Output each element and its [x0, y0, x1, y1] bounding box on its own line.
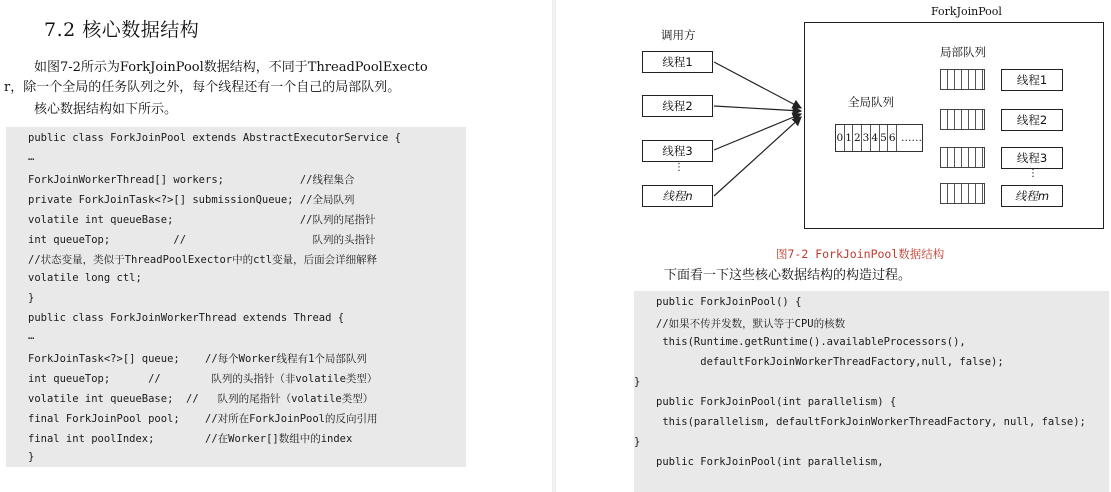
section-title: 7.2 核心数据结构 — [44, 19, 200, 41]
code-block-right — [634, 291, 1109, 492]
arrow-1 — [714, 62, 801, 108]
code-line: this(parallelism, defaultForkJoinWorkerThreadFactory, null, false); — [656, 416, 1086, 428]
worker-ellipsis: ⋮ — [1028, 168, 1038, 179]
code-line: defaultForkJoinWorkerThreadFactory,null, false); — [656, 356, 1004, 368]
caller-label: 调用方 — [661, 28, 696, 42]
code-line: } — [634, 376, 641, 388]
code-line: volatile long ctl; — [28, 272, 142, 284]
code-line: int queueTop; // 队列的头指针 — [28, 234, 376, 246]
queue-cell: 2 — [853, 125, 862, 151]
queue-cell: 1 — [845, 125, 854, 151]
left-page — [0, 0, 552, 492]
code-line: } — [28, 451, 35, 463]
code-line: } — [634, 436, 641, 448]
arrow-3 — [714, 114, 801, 150]
code-line: this(Runtime.getRuntime().availableProcessors(), — [656, 336, 966, 348]
code-line: volatile int queueBase; //队列的尾指针 — [28, 214, 376, 226]
local-queue-1 — [940, 69, 985, 90]
figure-caption: 图7-2 ForkJoinPool数据结构 — [776, 247, 945, 261]
code-line: //如果不传并发数，默认等于CPU的核数 — [656, 318, 846, 330]
code-line: public class ForkJoinWorkerThread extends Thread { — [28, 312, 345, 324]
code-line: } — [28, 292, 35, 304]
caller-thread-1: 线程1 — [642, 51, 713, 73]
queue-cell: …… — [901, 132, 923, 144]
local-queue-label: 局部队列 — [940, 45, 986, 59]
caller-thread-n: 线程n — [642, 185, 713, 207]
code-block-left — [6, 127, 466, 467]
code-line: public ForkJoinPool(int parallelism, — [656, 456, 884, 468]
local-queue-m — [940, 183, 985, 204]
arrow-2 — [714, 106, 801, 111]
code-line: private ForkJoinTask<?>[] submissionQueue; //全局队列 — [28, 194, 355, 206]
code-line: int queueTop; // 队列的头指针（非volatile类型） — [28, 373, 378, 385]
worker-thread-1: 线程1 — [1001, 69, 1063, 91]
body-paragraph-right: 下面看一下这些核心数据结构的构造过程。 — [664, 268, 912, 283]
code-line: ForkJoinTask<?>[] queue; //每个Worker线程有1个局部队列 — [28, 353, 367, 365]
code-line: final int poolIndex; //在Worker[]数组中的index — [28, 433, 353, 445]
code-line: … — [28, 330, 35, 342]
code-line: public ForkJoinPool() { — [656, 296, 802, 308]
body-paragraph-line-1: 如图7-2所示为ForkJoinPool数据结构，不同于ThreadPoolExecto — [34, 60, 428, 75]
queue-cell: 4 — [871, 125, 880, 151]
body-paragraph-line-2: r，除一个全局的任务队列之外，每个线程还有一个自己的局部队列。 — [4, 80, 401, 95]
queue-cell: 0 — [836, 125, 845, 151]
caller-thread-3: 线程3 — [642, 140, 713, 162]
queue-cell: 3 — [862, 125, 871, 151]
local-queue-2 — [940, 109, 985, 130]
code-line: public ForkJoinPool(int parallelism) { — [656, 396, 897, 408]
pool-title: ForkJoinPool — [931, 5, 1002, 18]
queue-cell: 5 — [880, 125, 889, 151]
global-queue-label: 全局队列 — [848, 95, 894, 109]
code-line: ForkJoinWorkerThread[] workers; //线程集合 — [28, 174, 355, 186]
body-paragraph-line-3: 核心数据结构如下所示。 — [34, 102, 178, 117]
code-line: final ForkJoinPool pool; //对所在ForkJoinPool的反向引用 — [28, 413, 378, 425]
code-line: //状态变量，类似于ThreadPoolExector中的ctl变量，后面会详细解释 — [28, 254, 378, 266]
right-page — [556, 0, 1111, 492]
code-line: … — [28, 151, 35, 163]
worker-thread-m: 线程m — [1001, 185, 1063, 207]
caller-ellipsis: ⋮ — [674, 162, 684, 173]
worker-thread-3: 线程3 — [1001, 147, 1063, 169]
queue-cell: 6 — [888, 125, 897, 151]
code-line: volatile int queueBase; // 队列的尾指针（volatile类型） — [28, 393, 374, 405]
worker-thread-2: 线程2 — [1001, 109, 1063, 131]
caller-thread-2: 线程2 — [642, 95, 713, 117]
arrow-n — [714, 117, 801, 196]
global-queue — [835, 124, 923, 152]
code-line: public class ForkJoinPool extends AbstractExecutorService { — [28, 132, 401, 144]
local-queue-3 — [940, 147, 985, 168]
